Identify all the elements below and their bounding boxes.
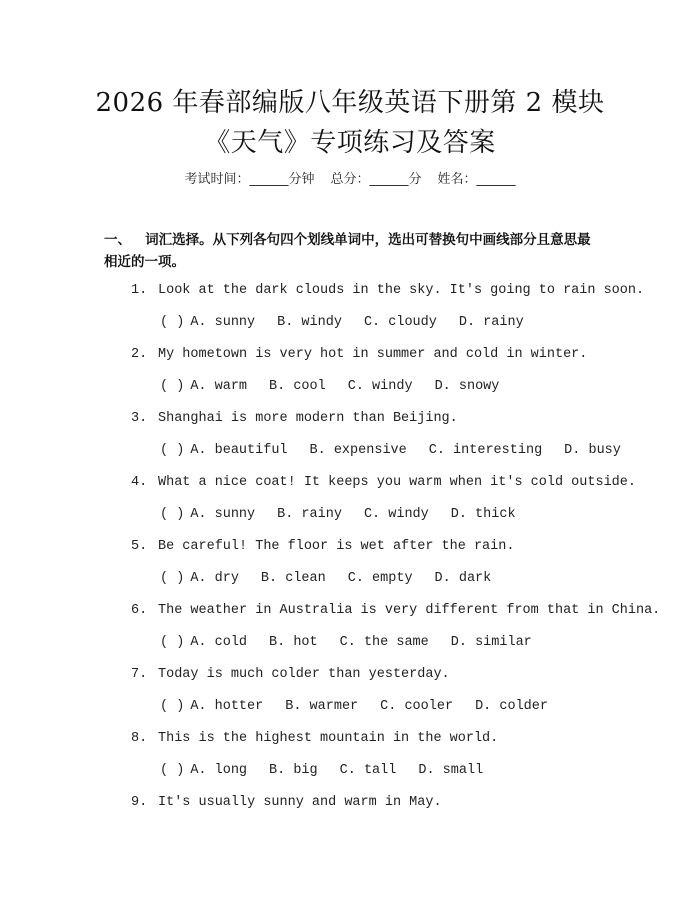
- answer-option: D. small: [418, 763, 484, 778]
- options-group: [160, 571, 513, 586]
- question-stem: Look at the dark clouds in the sky. It's going to rain soon.: [158, 283, 645, 298]
- answer-option: C. windy: [363, 507, 429, 522]
- student-name-field: 姓名：______: [437, 172, 516, 187]
- answer-option: B. expensive: [309, 443, 407, 458]
- answer-option: D. dark: [434, 571, 492, 586]
- options-group: [160, 699, 570, 714]
- answer-option: A. sunny: [190, 315, 256, 330]
- question-number: 2.: [131, 347, 148, 362]
- question-number: 1.: [131, 283, 148, 298]
- title-line-1: 2026 年春部编版八年级英语下册第 2 模块: [95, 88, 605, 118]
- answer-option: A. long: [190, 763, 248, 778]
- answer-blank: ( ): [160, 571, 185, 586]
- question-stem: It's usually sunny and warm in May.: [158, 795, 442, 810]
- answer-blank: ( ): [160, 315, 185, 330]
- options-group: [160, 315, 546, 330]
- answer-blank: ( ): [160, 763, 185, 778]
- section-heading: [104, 229, 604, 273]
- answer-blank: ( ): [160, 635, 185, 650]
- question-number: 8.: [131, 731, 148, 746]
- answer-option: D. busy: [564, 443, 621, 458]
- answer-option: A. beautiful: [190, 443, 288, 458]
- answer-option: C. cloudy: [363, 315, 437, 330]
- answer-option: C. tall: [339, 763, 397, 778]
- question-stem: The weather in Australia is very different from that in China.: [158, 603, 661, 618]
- answer-option: B. cool: [269, 379, 326, 394]
- question-stem: What a nice coat! It keeps you warm when it's cold outside.: [158, 475, 636, 490]
- answer-blank: ( ): [160, 699, 185, 714]
- options-group: [160, 507, 538, 522]
- answer-option: C. windy: [347, 379, 413, 394]
- answer-option: C. the same: [339, 635, 429, 650]
- exam-time-field: 考试时间：______分钟: [184, 172, 315, 187]
- answer-option: D. similar: [450, 635, 532, 650]
- answer-blank: ( ): [160, 443, 185, 458]
- options-group: [160, 763, 505, 778]
- options-group: [160, 379, 521, 394]
- exam-info: [0, 168, 700, 187]
- question-stem: Today is much colder than yesterday.: [158, 667, 450, 682]
- question-number: 4.: [131, 475, 148, 490]
- answer-option: B. clean: [260, 571, 326, 586]
- answer-option: D. snowy: [434, 379, 500, 394]
- options-group: [160, 443, 643, 458]
- answer-option: D. thick: [450, 507, 516, 522]
- answer-option: A. sunny: [190, 507, 256, 522]
- options-group: [160, 635, 554, 650]
- section-instructions: 词汇选择。从下列各句四个划线单词中，选出可替换句中画线部分且意思最相近的一项。: [104, 232, 591, 270]
- question-stem: This is the highest mountain in the world.: [158, 731, 499, 746]
- answer-blank: ( ): [160, 379, 185, 394]
- question-stem: Shanghai is more modern than Beijing.: [158, 411, 458, 426]
- answer-option: B. big: [269, 763, 318, 778]
- answer-option: D. rainy: [458, 315, 524, 330]
- question-number: 7.: [131, 667, 148, 682]
- answer-option: A. hotter: [190, 699, 264, 714]
- title-line-2: 《天气》专项练习及答案: [204, 128, 496, 158]
- question-stem: Be careful! The floor is wet after the rain.: [158, 539, 515, 554]
- total-score-field: 总分：______分: [330, 172, 422, 187]
- answer-blank: ( ): [160, 507, 185, 522]
- answer-option: B. windy: [277, 315, 342, 330]
- question-number: 5.: [131, 539, 148, 554]
- section-number: 一、: [104, 232, 131, 248]
- answer-option: B. hot: [269, 635, 318, 650]
- answer-option: C. empty: [347, 571, 413, 586]
- answer-option: B. warmer: [285, 699, 359, 714]
- answer-option: D. colder: [475, 699, 548, 714]
- answer-option: A. dry: [190, 571, 239, 586]
- answer-option: B. rainy: [277, 507, 342, 522]
- answer-option: A. cold: [190, 635, 248, 650]
- answer-option: A. warm: [190, 379, 248, 394]
- question-number: 6.: [131, 603, 148, 618]
- answer-option: C. interesting: [428, 443, 543, 458]
- question-number: 9.: [131, 795, 148, 810]
- answer-option: C. cooler: [380, 699, 454, 714]
- question-number: 3.: [131, 411, 148, 426]
- question-stem: My hometown is very hot in summer and cold in winter.: [158, 347, 588, 362]
